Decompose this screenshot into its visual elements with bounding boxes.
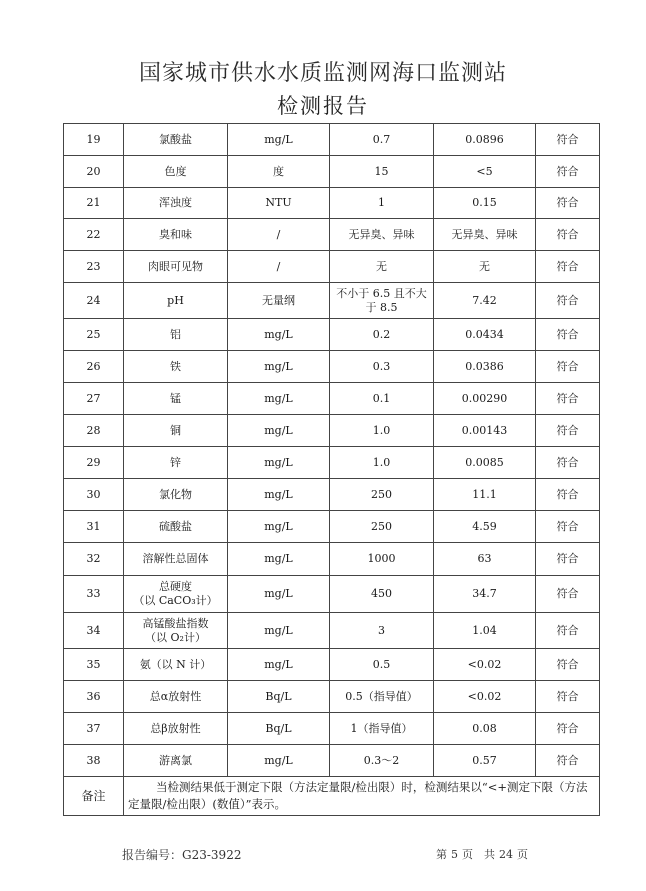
- cell-result-text: 1.04: [472, 623, 497, 637]
- cell-judge: [536, 283, 600, 319]
- cell-limit-text: 1.0: [372, 455, 391, 469]
- cell-unit-text: mg/L: [264, 587, 293, 600]
- table-row: [64, 576, 600, 613]
- cell-limit: [330, 649, 434, 681]
- cell-no: [64, 383, 124, 415]
- cell-limit: [330, 613, 434, 649]
- cell-unit: [228, 681, 330, 713]
- cell-result-text: 0.00290: [461, 391, 508, 405]
- cell-result-text: 无: [479, 259, 490, 273]
- org-title: 国家城市供水水质监测网海口监测站: [138, 61, 507, 86]
- cell-limit-text: 250: [371, 487, 392, 501]
- cell-limit: [330, 156, 434, 188]
- cell-item-text: 高锰酸盐指数: [142, 616, 209, 630]
- cell-no: [64, 415, 124, 447]
- cell-judge: [536, 188, 600, 219]
- cell-item-text: 游离氯: [159, 753, 192, 767]
- cell-result: [434, 251, 536, 283]
- cell-item: [124, 713, 228, 745]
- cell-unit-text: mg/L: [264, 132, 293, 146]
- cell-judge-text: 符合: [556, 327, 579, 341]
- cell-item-text: 氯酸盐: [159, 132, 192, 146]
- cell-result: [434, 124, 536, 156]
- page-mid: 页 共: [462, 848, 495, 861]
- cell-item: [124, 351, 228, 383]
- cell-limit-text: 3: [378, 623, 385, 637]
- cell-result-text: 0.0434: [465, 327, 504, 341]
- cell-no-text: 25: [86, 327, 101, 341]
- cell-limit-text: 1: [378, 196, 385, 209]
- cell-unit: [228, 383, 330, 415]
- cell-unit-text: /: [276, 227, 281, 241]
- note-row: [64, 777, 600, 816]
- cell-limit-text: 250: [371, 519, 392, 533]
- cell-no: [64, 479, 124, 511]
- table-row: [64, 479, 600, 511]
- cell-judge: [536, 479, 600, 511]
- note-text-content: 当检测结果低于测定下限（方法定量限/检出限）时，检测结果以“<+测定下限（方法定量限/检出限）(数值）”表示。: [128, 780, 588, 811]
- cell-no: [64, 188, 124, 219]
- cell-result-text: 0.15: [472, 196, 497, 209]
- cell-unit-text: mg/L: [264, 552, 293, 565]
- cell-item-subtext: （以 CaCO₃计）: [133, 594, 218, 607]
- cell-limit: [330, 713, 434, 745]
- cell-item: [124, 319, 228, 351]
- cell-judge-text: 符合: [556, 689, 579, 703]
- cell-limit: [330, 415, 434, 447]
- cell-judge: [536, 713, 600, 745]
- cell-item-text: 铁: [170, 359, 181, 373]
- cell-unit: [228, 613, 330, 649]
- cell-judge: [536, 219, 600, 251]
- cell-judge-text: 符合: [556, 227, 579, 241]
- cell-judge-text: 符合: [556, 519, 579, 533]
- table-row: [64, 447, 600, 479]
- cell-result-text: 34.7: [472, 587, 497, 600]
- cell-no: [64, 576, 124, 613]
- cell-unit-text: mg/L: [264, 657, 293, 671]
- cell-no-text: 30: [86, 487, 101, 501]
- cell-unit: [228, 713, 330, 745]
- cell-item: [124, 251, 228, 283]
- cell-unit: [228, 283, 330, 319]
- cell-no-text: 28: [86, 423, 101, 437]
- cell-item: [124, 383, 228, 415]
- table-row: [64, 543, 600, 576]
- cell-limit: [330, 479, 434, 511]
- cell-result-text: 0.0085: [465, 455, 504, 469]
- cell-limit-text: 450: [371, 587, 392, 600]
- cell-no-text: 19: [86, 132, 101, 146]
- cell-item-text: 臭和味: [159, 227, 192, 241]
- cell-item-text: 硫酸盐: [159, 519, 192, 533]
- cell-unit: [228, 511, 330, 543]
- note-text: [124, 777, 600, 816]
- cell-judge: [536, 251, 600, 283]
- cell-item-text: 氯化物: [159, 487, 192, 501]
- cell-result: [434, 219, 536, 251]
- cell-unit-text: mg/L: [264, 359, 293, 373]
- cell-no-text: 32: [86, 552, 101, 565]
- cell-result: [434, 543, 536, 576]
- cell-unit: [228, 188, 330, 219]
- cell-judge-text: 符合: [556, 391, 579, 405]
- page-total: 24: [499, 848, 513, 861]
- cell-item-text: 铜: [170, 423, 181, 437]
- cell-unit: [228, 415, 330, 447]
- cell-limit: [330, 447, 434, 479]
- cell-limit-text: 0.3: [372, 359, 391, 373]
- cell-result: [434, 511, 536, 543]
- cell-no: [64, 219, 124, 251]
- table-row: [64, 681, 600, 713]
- cell-result-text: 0.0386: [465, 359, 504, 373]
- cell-no-text: 23: [86, 259, 101, 273]
- cell-item-text: 色度: [164, 164, 187, 178]
- cell-item: [124, 479, 228, 511]
- cell-item-text: 溶解性总固体: [142, 552, 209, 565]
- cell-limit-text: 0.2: [372, 327, 391, 341]
- cell-judge: [536, 124, 600, 156]
- cell-judge-text: 符合: [556, 293, 579, 307]
- cell-judge-text: 符合: [556, 721, 579, 735]
- cell-item: [124, 447, 228, 479]
- cell-no: [64, 613, 124, 649]
- cell-judge-text: 符合: [556, 623, 579, 637]
- cell-no-text: 22: [86, 227, 101, 241]
- cell-judge-text: 符合: [556, 552, 579, 565]
- cell-limit: [330, 251, 434, 283]
- cell-unit: [228, 219, 330, 251]
- cell-limit: [330, 543, 434, 576]
- cell-item-text: 浑浊度: [159, 196, 192, 209]
- table-row: [64, 283, 600, 319]
- page-current: 5: [451, 848, 458, 861]
- cell-limit-text: 0.3～2: [363, 753, 400, 767]
- cell-no-text: 26: [86, 359, 101, 373]
- cell-item-text: 锌: [170, 455, 181, 469]
- table-row: [64, 219, 600, 251]
- cell-judge: [536, 156, 600, 188]
- cell-result: [434, 576, 536, 613]
- cell-result-text: <0.02: [467, 689, 502, 703]
- cell-result-text: 0.57: [472, 753, 497, 767]
- cell-no: [64, 649, 124, 681]
- cell-result-text: 0.00143: [461, 423, 508, 437]
- cell-item: [124, 188, 228, 219]
- cell-judge: [536, 745, 600, 777]
- cell-no: [64, 681, 124, 713]
- cell-result: [434, 351, 536, 383]
- cell-no: [64, 251, 124, 283]
- table-row: [64, 351, 600, 383]
- cell-item-text: 锰: [170, 391, 181, 405]
- cell-item-text: pH: [167, 293, 184, 307]
- cell-no-text: 38: [86, 753, 101, 767]
- cell-limit-text: 0.5: [372, 657, 391, 671]
- cell-no-text: 36: [86, 689, 101, 703]
- cell-unit: [228, 649, 330, 681]
- cell-no-text: 24: [86, 293, 101, 307]
- cell-no: [64, 745, 124, 777]
- cell-result-text: 63: [477, 552, 492, 565]
- table-row: [64, 713, 600, 745]
- cell-unit-text: mg/L: [264, 423, 293, 437]
- report-number-value: G23-3922: [182, 848, 242, 862]
- table-row: [64, 188, 600, 219]
- cell-result: [434, 283, 536, 319]
- results-table-body: [64, 124, 600, 777]
- results-table: [63, 123, 600, 816]
- cell-unit-text: mg/L: [264, 391, 293, 405]
- cell-no: [64, 283, 124, 319]
- cell-limit-text: 无: [376, 259, 387, 273]
- cell-result-text: 4.59: [472, 519, 497, 533]
- cell-judge: [536, 383, 600, 415]
- cell-unit-text: mg/L: [264, 487, 293, 501]
- page-prefix: 第: [436, 848, 447, 861]
- cell-item: [124, 745, 228, 777]
- page-indicator: [436, 846, 528, 862]
- cell-judge-text: 符合: [556, 455, 579, 469]
- cell-result-text: 0.08: [472, 721, 497, 735]
- cell-result-text: 0.0896: [465, 132, 504, 146]
- cell-unit-text: NTU: [265, 196, 292, 209]
- cell-judge-text: 符合: [556, 132, 579, 146]
- table-row: [64, 156, 600, 188]
- table-row: [64, 251, 600, 283]
- cell-result: [434, 447, 536, 479]
- cell-result: [434, 713, 536, 745]
- cell-judge: [536, 415, 600, 447]
- cell-limit-text: 无异臭、异味: [348, 227, 415, 241]
- cell-no-text: 35: [86, 657, 101, 671]
- cell-no-text: 29: [86, 455, 101, 469]
- cell-item: [124, 283, 228, 319]
- cell-result-text: 无异臭、异味: [451, 227, 518, 241]
- cell-unit: [228, 351, 330, 383]
- cell-limit-text: 1（指导值）: [350, 721, 413, 735]
- cell-judge-text: 符合: [556, 359, 579, 373]
- cell-limit-text: 0.5（指导值）: [345, 689, 418, 703]
- cell-no: [64, 447, 124, 479]
- cell-item-subtext: （以 O₂计）: [145, 630, 206, 644]
- cell-unit: [228, 745, 330, 777]
- cell-item: [124, 156, 228, 188]
- cell-result: [434, 415, 536, 447]
- cell-result: [434, 156, 536, 188]
- cell-no-text: 27: [86, 391, 101, 405]
- cell-unit-text: mg/L: [264, 327, 293, 341]
- table-row: [64, 511, 600, 543]
- cell-limit: [330, 576, 434, 613]
- table-row: [64, 124, 600, 156]
- cell-limit: [330, 681, 434, 713]
- cell-item: [124, 681, 228, 713]
- table-row: [64, 649, 600, 681]
- cell-result-text: 7.42: [472, 293, 497, 307]
- cell-no-text: 33: [86, 587, 101, 600]
- cell-limit: [330, 124, 434, 156]
- cell-limit-text: 15: [374, 164, 389, 178]
- cell-item: [124, 543, 228, 576]
- cell-item-text: 总α放射性: [149, 689, 202, 703]
- cell-limit: [330, 383, 434, 415]
- cell-unit-text: 度: [273, 164, 284, 178]
- cell-item-text: 总硬度: [159, 580, 192, 593]
- table-row: [64, 415, 600, 447]
- cell-unit-text: mg/L: [264, 519, 293, 533]
- table-row: [64, 613, 600, 649]
- cell-limit: [330, 188, 434, 219]
- cell-unit-text: 无量纲: [262, 293, 295, 307]
- report-title: 检测报告: [277, 94, 369, 118]
- cell-no: [64, 156, 124, 188]
- cell-judge: [536, 447, 600, 479]
- cell-unit-text: mg/L: [264, 753, 293, 767]
- cell-unit: [228, 479, 330, 511]
- cell-unit: [228, 576, 330, 613]
- cell-no-text: 31: [86, 519, 101, 533]
- cell-limit: [330, 283, 434, 319]
- cell-unit-text: Bq/L: [265, 721, 292, 735]
- cell-judge: [536, 543, 600, 576]
- cell-limit-text: 0.7: [372, 132, 391, 146]
- cell-result: [434, 319, 536, 351]
- cell-result-text: <5: [476, 164, 493, 178]
- cell-limit: [330, 745, 434, 777]
- cell-result-text: <0.02: [467, 657, 502, 671]
- cell-judge: [536, 613, 600, 649]
- cell-judge-text: 符合: [556, 196, 579, 209]
- cell-unit-text: mg/L: [264, 623, 293, 637]
- cell-no-text: 34: [86, 623, 101, 637]
- table-row: [64, 383, 600, 415]
- cell-judge: [536, 681, 600, 713]
- cell-no: [64, 713, 124, 745]
- cell-judge: [536, 649, 600, 681]
- cell-item: [124, 649, 228, 681]
- note-label: 备注: [64, 777, 124, 816]
- cell-no: [64, 319, 124, 351]
- cell-judge: [536, 319, 600, 351]
- cell-no-text: 21: [86, 196, 101, 209]
- cell-result: [434, 681, 536, 713]
- cell-judge-text: 符合: [556, 657, 579, 671]
- cell-judge-text: 符合: [556, 487, 579, 501]
- cell-no: [64, 543, 124, 576]
- cell-result: [434, 383, 536, 415]
- cell-unit: [228, 447, 330, 479]
- report-number-label: 报告编号：: [122, 848, 183, 862]
- cell-result: [434, 745, 536, 777]
- cell-limit-text: 0.1: [372, 391, 391, 405]
- cell-result-text: 11.1: [472, 487, 497, 501]
- cell-item: [124, 415, 228, 447]
- cell-unit-text: Bq/L: [265, 689, 292, 703]
- table-row: [64, 319, 600, 351]
- cell-unit: [228, 124, 330, 156]
- cell-judge-text: 符合: [556, 259, 579, 273]
- cell-judge-text: 符合: [556, 587, 579, 600]
- cell-no: [64, 124, 124, 156]
- cell-result: [434, 649, 536, 681]
- cell-no-text: 37: [86, 721, 101, 735]
- cell-unit: [228, 543, 330, 576]
- cell-item: [124, 124, 228, 156]
- cell-item-text: 氨（以 N 计）: [139, 657, 212, 671]
- cell-judge-text: 符合: [556, 753, 579, 767]
- cell-item: [124, 219, 228, 251]
- cell-judge-text: 符合: [556, 423, 579, 437]
- cell-item: [124, 613, 228, 649]
- cell-limit: [330, 511, 434, 543]
- cell-item-text: 铝: [170, 327, 181, 341]
- cell-unit: [228, 319, 330, 351]
- cell-limit: [330, 351, 434, 383]
- cell-limit-text: 1000: [367, 552, 396, 565]
- cell-limit-text: 1.0: [372, 423, 391, 437]
- cell-judge: [536, 351, 600, 383]
- cell-item: [124, 511, 228, 543]
- cell-result: [434, 188, 536, 219]
- table-row: [64, 745, 600, 777]
- page-suffix: 页: [517, 848, 528, 861]
- cell-unit-text: /: [276, 259, 281, 273]
- cell-item-text: 总β放射性: [150, 721, 201, 735]
- cell-no: [64, 351, 124, 383]
- cell-judge: [536, 576, 600, 613]
- cell-item-text: 肉眼可见物: [148, 259, 203, 273]
- cell-item: [124, 576, 228, 613]
- cell-unit: [228, 251, 330, 283]
- cell-no-text: 20: [86, 164, 101, 178]
- cell-judge: [536, 511, 600, 543]
- cell-limit-text: 不小于 6.5 且不大于 8.5: [336, 286, 427, 314]
- report-number: [122, 846, 241, 863]
- cell-unit: [228, 156, 330, 188]
- cell-result: [434, 613, 536, 649]
- cell-judge-text: 符合: [556, 164, 579, 178]
- cell-unit-text: mg/L: [264, 455, 293, 469]
- cell-limit: [330, 219, 434, 251]
- cell-result: [434, 479, 536, 511]
- cell-limit: [330, 319, 434, 351]
- cell-no: [64, 511, 124, 543]
